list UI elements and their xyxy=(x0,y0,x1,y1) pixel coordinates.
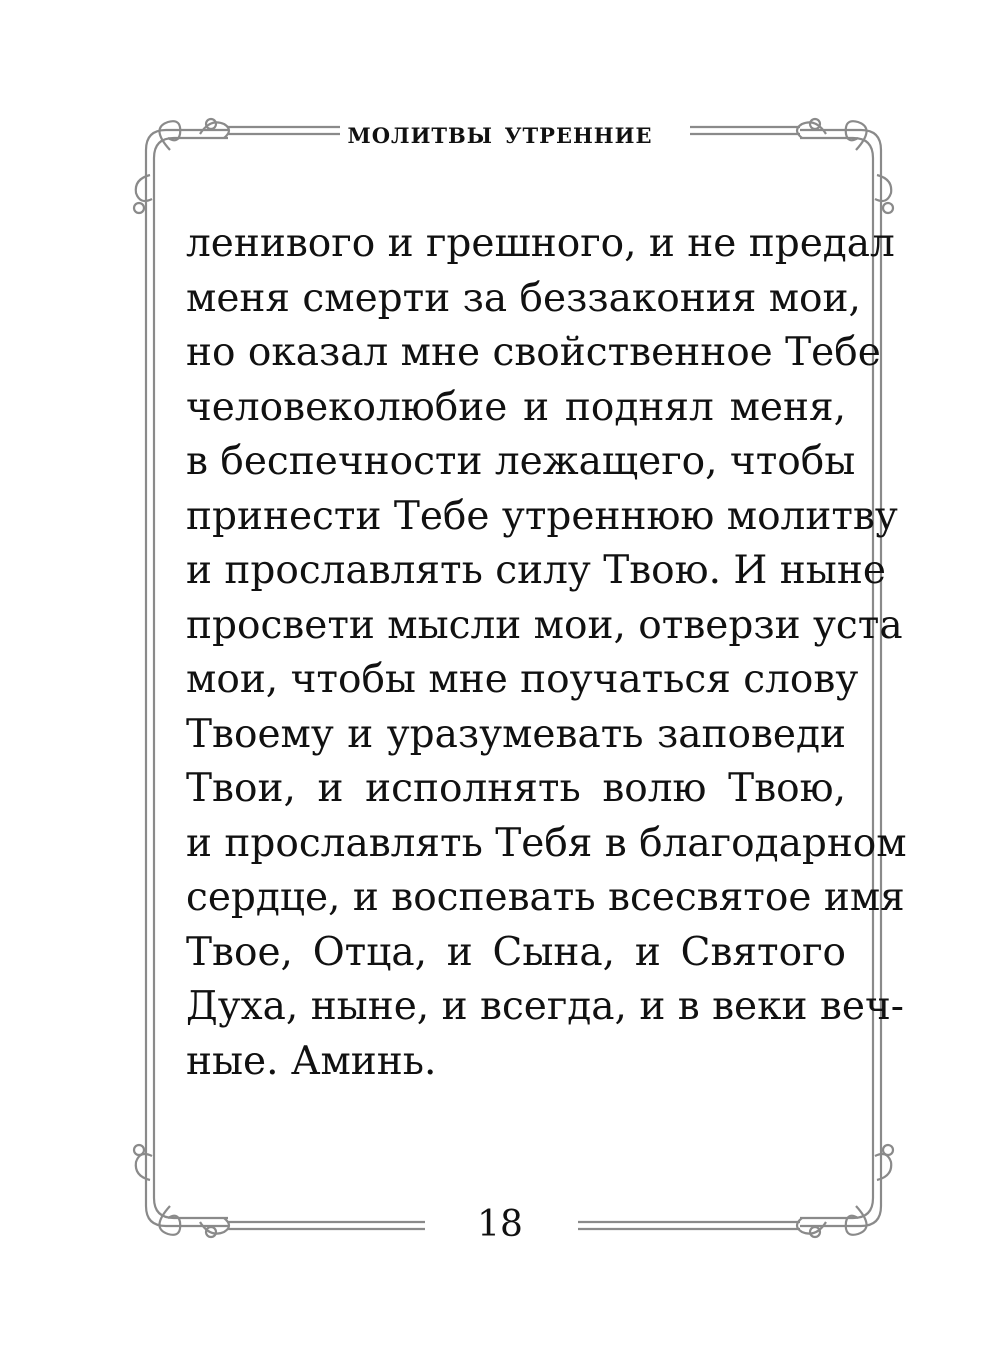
text-line: и прославлять Тебя в благодарном xyxy=(186,820,907,866)
text-line: мои, чтобы мне поучаться слову xyxy=(186,657,859,702)
text-line: ные. Аминь. xyxy=(186,1038,437,1084)
text-line: Твои, и исполнять волю Твою, xyxy=(186,766,846,811)
text-line: но оказал мне свойственное Тебе xyxy=(186,330,881,375)
text-line: Твоему и уразумевать заповеди xyxy=(186,711,846,757)
text-line: принести Тебе утреннюю молитву xyxy=(186,493,898,539)
text-line: человеколюбие и поднял меня, xyxy=(186,384,846,430)
page-number: 18 xyxy=(477,1204,523,1245)
text-line: ленивого и грешного, и не предал xyxy=(186,221,895,266)
text-line: меня смерти за беззакония мои, xyxy=(186,275,861,321)
text-line: и прославлять силу Твою. И ныне xyxy=(186,548,886,593)
prayer-text xyxy=(186,217,907,1089)
text-line: Духа, ныне, и всегда, и в веки веч- xyxy=(186,984,904,1029)
text-line: сердце, и воспевать всесвятое имя xyxy=(186,875,905,920)
text-line: просвети мысли мои, отверзи уста xyxy=(186,602,903,648)
running-header: молитвы утренние xyxy=(347,116,653,151)
text-line: в беспечности лежащего, чтобы xyxy=(186,439,856,484)
text-line: Твое, Отца, и Сына, и Святого xyxy=(186,929,846,975)
